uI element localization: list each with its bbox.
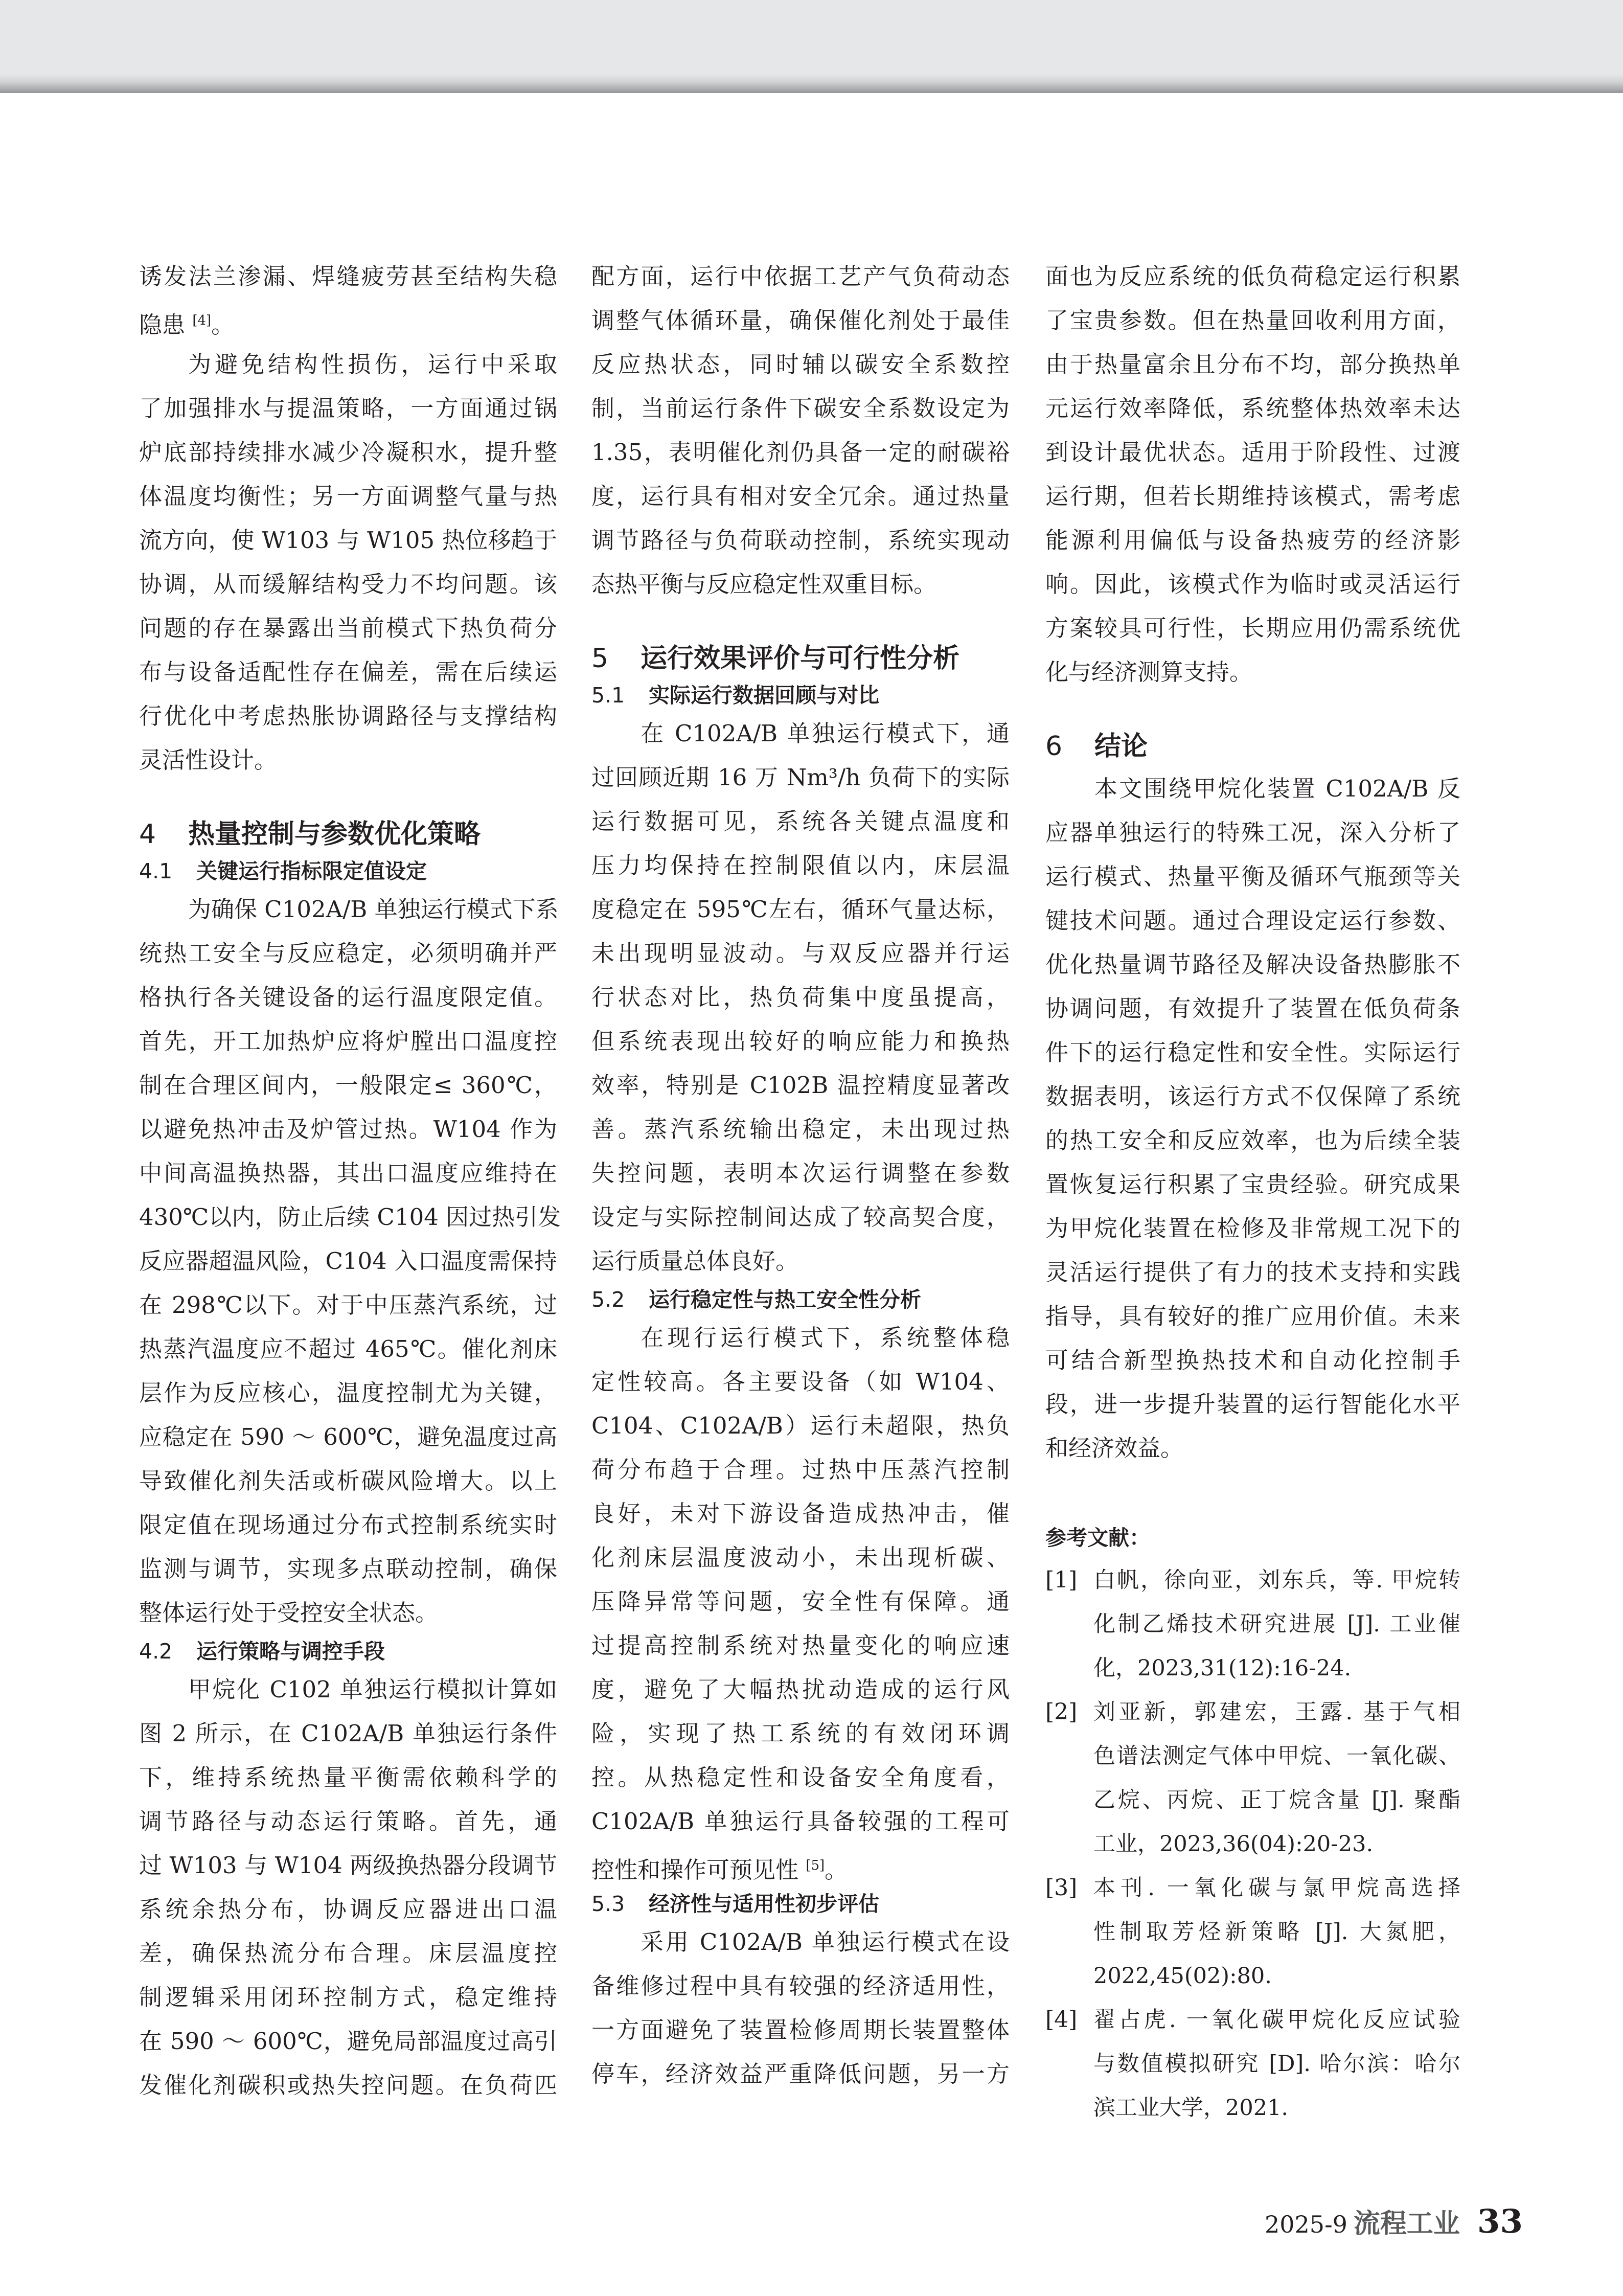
text-line: 监测与调节，实现多点联动控制，确保 xyxy=(139,1555,557,1582)
text-line: 布与设备适配性存在偏差，需在后续运 xyxy=(139,658,557,686)
text-line: 未出现明显波动。与双反应器并行运 xyxy=(591,940,1010,967)
text-line: 过 W103 与 W104 两级换热器分段调节 xyxy=(139,1852,557,1879)
paragraph xyxy=(139,888,561,1635)
subsection-heading-4-2 xyxy=(139,1635,557,1668)
text-line: 层作为反应核心，温度控制尤为关键， xyxy=(139,1379,557,1406)
text-line: 行状态对比，热负荷集中度虽提高， xyxy=(591,984,1010,1011)
paragraph xyxy=(591,712,1010,1283)
text-fragment: 隐患 xyxy=(139,311,186,338)
text-line: 限定值在现场通过分布式控制系统实时 xyxy=(139,1511,557,1538)
text-line: 调节路径与动态运行策略。首先，通 xyxy=(139,1808,557,1835)
text-line: 甲烷化 C102 单独运行模拟计算如 xyxy=(188,1676,557,1703)
text-line: 失控问题，表明本次运行调整在参数 xyxy=(591,1160,1010,1187)
reference-line: 色谱法测定气体中甲烷、一氧化碳、 xyxy=(1093,1743,1460,1769)
text-line: 控。从热稳定性和设备安全角度看， xyxy=(591,1764,1010,1791)
subsection-number: 5.1 xyxy=(591,683,625,708)
text-line: 差，确保热流分布合理。床层温度控 xyxy=(139,1940,557,1967)
subsection-number: 4.2 xyxy=(139,1639,173,1664)
text-line: 设定与实际控制间达成了较高契合度， xyxy=(591,1203,1010,1231)
text-line: 由于热量富余且分布不均，部分换热单 xyxy=(1045,351,1460,378)
text-line: 整体运行处于受控安全状态。 xyxy=(139,1599,439,1626)
column-1 xyxy=(139,255,561,2107)
section-number: 5 xyxy=(591,643,609,674)
text-line: 了宝贵参数。但在热量回收利用方面， xyxy=(1045,307,1460,334)
section-title: 热量控制与参数优化策略 xyxy=(188,819,481,850)
text-line: 炉底部持续排水减少冷凝积水，提升整 xyxy=(139,439,557,466)
text-line: 件下的运行稳定性和安全性。实际运行 xyxy=(1045,1039,1460,1066)
text-line: 停车，经济效益严重降低问题，另一方 xyxy=(591,2060,1010,2087)
text-line xyxy=(591,1844,1010,1888)
text-line: 键技术问题。通过合理设定运行参数、 xyxy=(1045,907,1460,934)
subsection-heading-5-2 xyxy=(591,1283,1010,1316)
column-2 xyxy=(591,255,1010,2096)
text-line: 问题的存在暴露出当前模式下热负荷分 xyxy=(139,615,557,642)
paragraph xyxy=(1045,255,1460,694)
text-line: 配方面，运行中依据工艺产气负荷动态 xyxy=(591,263,1010,290)
text-line: 应稳定在 590 ～ 600℃，避免温度过高 xyxy=(139,1423,557,1450)
subsection-heading-5-1 xyxy=(591,679,1010,712)
page-header-band xyxy=(0,0,1623,93)
text-line: 和经济效益。 xyxy=(1045,1435,1184,1462)
text-line: C104、C102A/B）运行未超限，热负 xyxy=(591,1412,1010,1439)
text-line: 良好，未对下游设备造成热冲击，催 xyxy=(591,1500,1010,1527)
text-line: 统热工安全与反应稳定，必须明确并严 xyxy=(139,940,557,967)
text-line: 调整气体循环量，确保催化剂处于最佳 xyxy=(591,307,1010,334)
reference-number: [4] xyxy=(1045,2007,1078,2033)
reference-line: 刘亚新，郭建宏，王露. 基于气相 xyxy=(1093,1699,1460,1725)
text-line: 备维修过程中具有较强的经济适用性， xyxy=(591,1972,1010,1999)
subsection-number: 4.1 xyxy=(139,859,173,883)
text-line: 中间高温换热器，其出口温度应维持在 xyxy=(139,1160,557,1187)
paragraph xyxy=(139,1668,557,2107)
text-line: 图 2 所示，在 C102A/B 单独运行条件 xyxy=(139,1720,557,1747)
text-line: 本文围绕甲烷化装置 C102A/B 反 xyxy=(1094,775,1460,802)
issue-number: 2025-9 xyxy=(1265,2211,1347,2238)
text-line: 化与经济测算支持。 xyxy=(1045,658,1253,686)
page-number: 33 xyxy=(1477,2202,1523,2241)
text-line: 下，维持系统热量平衡需依赖科学的 xyxy=(139,1764,557,1791)
reference-line: 与数值模拟研究 [D]. 哈尔滨：哈尔 xyxy=(1093,2051,1460,2077)
paragraph xyxy=(139,343,557,782)
reference-number: [3] xyxy=(1045,1875,1078,1901)
reference-line: 滨工业大学，2021. xyxy=(1093,2095,1289,2121)
reference-line: 性制取芳烃新策略 [J]. 大氮肥， xyxy=(1093,1919,1460,1945)
text-line: 首先，开工加热炉应将炉膛出口温度控 xyxy=(139,1028,557,1055)
section-title: 运行效果评价与可行性分析 xyxy=(641,643,960,674)
text-line: 制，当前运行条件下碳安全系数设定为 xyxy=(591,395,1010,422)
text-line: 到设计最优状态。适用于阶段性、过渡 xyxy=(1045,439,1460,466)
text-line: 制逻辑采用闭环控制方式，稳定维持 xyxy=(139,1984,557,2011)
citation-4[interactable]: [4] xyxy=(192,313,212,328)
reference-line: 翟占虎. 一氧化碳甲烷化反应试验 xyxy=(1093,2007,1460,2033)
citation-5[interactable]: [5] xyxy=(806,1858,825,1873)
section-number: 4 xyxy=(139,819,156,850)
section-heading-5 xyxy=(591,638,1010,679)
reference-line: 2022,45(02):80. xyxy=(1093,1963,1272,1989)
subsection-number: 5.3 xyxy=(591,1892,625,1916)
column-3 xyxy=(1045,255,1460,2130)
text-line: 但系统表现出较好的响应能力和换热 xyxy=(591,1028,1010,1055)
text-line: 体温度均衡性；另一方面调整气量与热 xyxy=(139,483,557,510)
text-fragment: 。 xyxy=(211,311,235,338)
text-line: 效率，特别是 C102B 温控精度显著改 xyxy=(591,1072,1010,1099)
subsection-title: 运行稳定性与热工安全性分析 xyxy=(649,1287,921,1312)
section-heading-4 xyxy=(139,814,557,855)
text-line: 反应器超温风险，C104 入口温度需保持 xyxy=(139,1247,557,1275)
subsection-title: 实际运行数据回顾与对比 xyxy=(649,683,879,708)
text-line: 在 590 ～ 600℃，避免局部温度过高引 xyxy=(139,2028,557,2055)
subsection-title: 关键运行指标限定值设定 xyxy=(196,859,427,883)
text-line: 过提高控制系统对热量变化的响应速 xyxy=(591,1632,1010,1659)
text-line: 行优化中考虑热胀协调路径与支撑结构 xyxy=(139,702,557,730)
text-line: 态热平衡与反应稳定性双重目标。 xyxy=(591,571,937,598)
text-line: 应器单独运行的特殊工况，深入分析了 xyxy=(1045,819,1460,846)
text-line: 度，避免了大幅热扰动造成的运行风 xyxy=(591,1676,1010,1703)
reference-line: 工业，2023,36(04):20-23. xyxy=(1093,1831,1374,1857)
subsection-number: 5.2 xyxy=(591,1287,625,1312)
reference-number: [2] xyxy=(1045,1699,1078,1725)
subsection-title: 经济性与适用性初步评估 xyxy=(649,1892,879,1916)
text-line: 能源利用偏低与设备热疲劳的经济影 xyxy=(1045,527,1460,554)
text-line: 压降异常等问题，安全性有保障。通 xyxy=(591,1588,1010,1615)
reference-item xyxy=(1045,1690,1460,1866)
subsection-heading-4-1 xyxy=(139,855,557,888)
text-fragment: 控性和操作可预见性 xyxy=(591,1856,799,1883)
reference-item xyxy=(1045,1558,1460,1690)
references-list xyxy=(1045,1558,1460,2130)
page-footer xyxy=(1265,2201,1523,2242)
text-line: C102A/B 单独运行具备较强的工程可 xyxy=(591,1808,1010,1835)
text-line: 善。蒸汽系统输出稳定，未出现过热 xyxy=(591,1116,1010,1143)
text-line: 发催化剂碳积或热失控问题。在负荷匹 xyxy=(139,2072,557,2099)
text-line: 协调问题，有效提升了装置在低负荷条 xyxy=(1045,995,1460,1022)
text-line: 一方面避免了装置检修周期长装置整体 xyxy=(591,2016,1010,2043)
text-line: 运行数据可见，系统各关键点温度和 xyxy=(591,808,1010,835)
reference-line: 化，2023,31(12):16-24. xyxy=(1093,1655,1352,1681)
references-heading: 参考文献： xyxy=(1045,1526,1150,1550)
text-line: 协调，从而缓解结构受力不均问题。该 xyxy=(139,571,557,598)
subsection-heading-5-3 xyxy=(591,1888,1010,1920)
text-line: 方案较具可行性，长期应用仍需系统优 xyxy=(1045,615,1460,642)
paragraph xyxy=(1045,767,1460,1470)
text-line: 过回顾近期 16 万 Nm³/h 负荷下的实际 xyxy=(591,764,1010,791)
reference-line: 化制乙烯技术研究进展 [J]. 工业催 xyxy=(1093,1611,1460,1637)
reference-line: 本刊. 一氧化碳与氯甲烷高选择 xyxy=(1093,1875,1460,1901)
text-line: 灵活性设计。 xyxy=(139,746,278,774)
text-line xyxy=(139,299,557,343)
section-number: 6 xyxy=(1045,731,1063,762)
text-line: 1.35，表明催化剂仍具备一定的耐碳裕 xyxy=(591,439,1010,466)
text-line: 格执行各关键设备的运行温度限定值。 xyxy=(139,984,557,1011)
text-line: 调节路径与负荷联动控制，系统实现动 xyxy=(591,527,1010,554)
text-line: 置恢复运行积累了宝贵经验。研究成果 xyxy=(1045,1171,1460,1198)
text-line: 数据表明，该运行方式不仅保障了系统 xyxy=(1045,1083,1460,1110)
paragraph xyxy=(591,255,1010,606)
text-line: 度，运行具有相对安全冗余。通过热量 xyxy=(591,483,1010,510)
reference-line: 乙烷、丙烷、正丁烷含量 [J]. 聚酯 xyxy=(1093,1787,1460,1813)
text-line: 反应热状态，同时辅以碳安全系数控 xyxy=(591,351,1010,378)
text-line: 响。因此，该模式作为临时或灵活运行 xyxy=(1045,571,1460,598)
subsection-title: 运行策略与调控手段 xyxy=(196,1639,385,1664)
text-line: 运行期，但若长期维持该模式，需考虑 xyxy=(1045,483,1460,510)
text-line: 系统余热分布，协调反应器进出口温 xyxy=(139,1896,557,1923)
text-fragment: 。 xyxy=(825,1856,848,1883)
text-line: 优化热量调节路径及解决设备热膨胀不 xyxy=(1045,951,1460,978)
text-line: 为确保 C102A/B 单独运行模式下系 xyxy=(188,896,559,923)
text-line: 荷分布趋于合理。过热中压蒸汽控制 xyxy=(591,1456,1010,1483)
text-line: 430℃以内，防止后续 C104 因过热引发 xyxy=(139,1203,561,1231)
reference-number: [1] xyxy=(1045,1567,1078,1593)
text-line: 的热工安全和反应效率，也为后续全装 xyxy=(1045,1127,1460,1154)
text-line: 导致催化剂失活或析碳风险增大。以上 xyxy=(139,1467,557,1494)
text-line: 面也为反应系统的低负荷稳定运行积累 xyxy=(1045,263,1460,290)
text-line: 在 C102A/B 单独运行模式下，通 xyxy=(641,720,1010,747)
text-line: 段，进一步提升装置的运行智能化水平 xyxy=(1045,1391,1460,1418)
journal-name: 流程工业 xyxy=(1353,2208,1460,2239)
text-line: 热蒸汽温度应不超过 465℃。催化剂床 xyxy=(139,1335,557,1362)
section-heading-6 xyxy=(1045,726,1460,767)
reference-line: 白帆，徐向亚，刘东兵，等. 甲烷转 xyxy=(1093,1567,1460,1593)
text-line: 元运行效率降低，系统整体热效率未达 xyxy=(1045,395,1460,422)
text-line: 诱发法兰渗漏、焊缝疲劳甚至结构失稳 xyxy=(139,263,557,290)
paragraph xyxy=(591,1920,1010,2096)
text-line: 度稳定在 595℃左右，循环气量达标， xyxy=(591,896,1010,923)
text-line: 在现行运行模式下，系统整体稳 xyxy=(641,1324,1010,1351)
text-line: 化剂床层温度波动小，未出现析碳、 xyxy=(591,1544,1010,1571)
text-line: 流方向，使 W103 与 W105 热位移趋于 xyxy=(139,527,557,554)
reference-item xyxy=(1045,1866,1460,1998)
text-line: 为甲烷化装置在检修及非常规工况下的 xyxy=(1045,1215,1460,1242)
text-line: 了加强排水与提温策略，一方面通过锅 xyxy=(139,395,557,422)
text-line: 险，实现了热工系统的有效闭环调 xyxy=(591,1720,1010,1747)
text-line: 运行模式、热量平衡及循环气瓶颈等关 xyxy=(1045,863,1460,890)
text-line: 运行质量总体良好。 xyxy=(591,1247,799,1275)
text-line: 灵活运行提供了有力的技术支持和实践 xyxy=(1045,1259,1460,1286)
text-line: 定性较高。各主要设备（如 W104、 xyxy=(591,1368,1010,1395)
text-line: 指导，具有较好的推广应用价值。未来 xyxy=(1045,1303,1460,1330)
text-line: 在 298℃以下。对于中压蒸汽系统，过 xyxy=(139,1291,557,1319)
text-line: 制在合理区间内，一般限定≤ 360℃， xyxy=(139,1072,557,1099)
text-line: 压力均保持在控制限值以内，床层温 xyxy=(591,852,1010,879)
paragraph xyxy=(591,1316,1010,1888)
text-line: 以避免热冲击及炉管过热。W104 作为 xyxy=(139,1116,557,1143)
reference-item xyxy=(1045,1998,1460,2130)
text-line: 可结合新型换热技术和自动化控制手 xyxy=(1045,1347,1460,1374)
text-line: 采用 C102A/B 单独运行模式在设 xyxy=(641,1928,1010,1956)
text-line: 为避免结构性损伤，运行中采取 xyxy=(188,351,557,378)
section-title: 结论 xyxy=(1094,731,1148,762)
